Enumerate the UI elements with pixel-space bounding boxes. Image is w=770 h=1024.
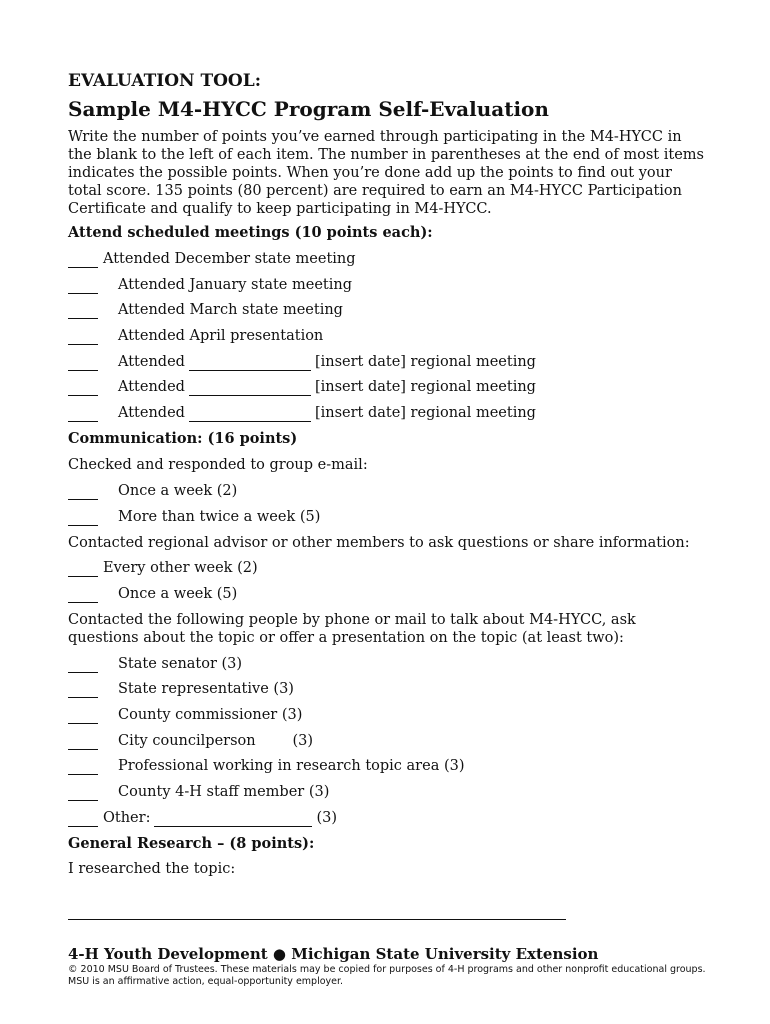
contact-label: State senator (3)	[118, 655, 243, 672]
advisor-item	[68, 585, 708, 603]
contact-item	[68, 783, 708, 801]
points-blank[interactable]	[68, 735, 98, 750]
contact-item-other	[68, 809, 708, 827]
points-blank[interactable]	[68, 760, 98, 775]
regional-meeting-item	[68, 378, 708, 396]
points-blank[interactable]	[68, 658, 98, 673]
footer-copyright: © 2010 MSU Board of Trustees. These materials may be copied for purposes of 4-H programs and other nonprofit educational groups. MSU is an affirmative action, equal-opportunity employer.	[68, 964, 706, 987]
meeting-item	[68, 301, 708, 319]
points-blank[interactable]	[68, 279, 98, 294]
email-prompt: Checked and responded to group e-mail:	[68, 457, 368, 474]
contact-label: State representative (3)	[118, 681, 294, 698]
research-answer-line[interactable]	[68, 919, 566, 920]
regional-meeting-item	[68, 404, 708, 422]
regional-suffix: [insert date] regional meeting	[314, 353, 536, 370]
points-blank[interactable]	[68, 588, 98, 603]
contact-item	[68, 706, 708, 724]
other-label: Other:	[103, 809, 151, 826]
regional-prefix: Attended	[118, 353, 185, 370]
points-blank[interactable]	[68, 356, 98, 371]
meeting-label: Attended April presentation	[118, 328, 324, 345]
email-item	[68, 508, 708, 526]
date-blank[interactable]	[189, 407, 311, 422]
points-blank[interactable]	[68, 709, 98, 724]
contact-item	[68, 757, 708, 775]
meeting-label: Attended January state meeting	[118, 276, 352, 293]
email-item	[68, 482, 708, 500]
meeting-label: Attended December state meeting	[103, 251, 356, 267]
footer-title: 4-H Youth Development ● Michigan State University Extension	[68, 945, 599, 963]
footer	[68, 944, 708, 988]
meeting-item	[68, 327, 708, 345]
points-blank[interactable]	[68, 485, 98, 500]
contact-label: County 4-H staff member (3)	[118, 784, 330, 800]
points-blank[interactable]	[68, 407, 98, 422]
points-blank[interactable]	[68, 786, 98, 801]
section-eyebrow: EVALUATION TOOL:	[68, 71, 261, 91]
advisor-prompt: Contacted regional advisor or other members to ask questions or share information:	[68, 534, 690, 551]
page-title: Sample M4-HYCC Program Self-Evaluation	[68, 97, 549, 121]
regional-prefix: Attended	[118, 379, 185, 396]
points-blank[interactable]	[68, 562, 98, 577]
points-blank[interactable]	[68, 253, 98, 268]
contact-label: City councilperson (3)	[118, 732, 313, 749]
contact-item	[68, 680, 708, 698]
contact-label: Professional working in research topic area (3)	[118, 758, 465, 775]
meetings-heading: Attend scheduled meetings (10 points each):	[68, 224, 433, 241]
contact-label: County commissioner (3)	[118, 706, 303, 723]
points-blank[interactable]	[68, 683, 98, 698]
email-label: More than twice a week (5)	[118, 508, 321, 525]
advisor-label: Every other week (2)	[103, 560, 258, 577]
evaluation-form	[68, 70, 708, 878]
regional-suffix: [insert date] regional meeting	[314, 379, 536, 396]
other-points: (3)	[316, 809, 337, 826]
meeting-label: Attended March state meeting	[118, 302, 343, 319]
contact-item	[68, 655, 708, 673]
email-label: Once a week (2)	[118, 482, 238, 499]
points-blank[interactable]	[68, 330, 98, 345]
contact-item	[68, 732, 708, 750]
communication-heading: Communication: (16 points)	[68, 430, 298, 448]
meeting-item	[68, 276, 708, 294]
people-prompt: Contacted the following people by phone or mail to talk about M4-HYCC, ask questions about the topic or offer a presentation on the topic (at least two):	[68, 611, 636, 646]
points-blank[interactable]	[68, 381, 98, 396]
meeting-item	[68, 250, 708, 268]
advisor-item	[68, 559, 708, 577]
regional-suffix: [insert date] regional meeting	[314, 405, 536, 422]
advisor-label: Once a week (5)	[118, 585, 238, 602]
points-blank[interactable]	[68, 812, 98, 827]
regional-meeting-item	[68, 353, 708, 371]
intro-paragraph: Write the number of points you’ve earned through participating in the M4-HYCC in the blank to the left of each item. The number in parentheses at the end of most items indicates the possible points. When you’re done add up the points to find out your total score. 135 points (80 percent) are required to earn an M4-HYCC Participation Certificate and qualify to keep participating in M4-HYCC.	[68, 129, 704, 217]
research-heading: General Research – (8 points):	[68, 834, 315, 852]
regional-prefix: Attended	[118, 405, 185, 422]
date-blank[interactable]	[189, 356, 311, 371]
date-blank[interactable]	[189, 381, 311, 396]
points-blank[interactable]	[68, 511, 98, 526]
research-prompt: I researched the topic:	[68, 860, 236, 877]
other-blank[interactable]	[154, 812, 312, 827]
points-blank[interactable]	[68, 304, 98, 319]
